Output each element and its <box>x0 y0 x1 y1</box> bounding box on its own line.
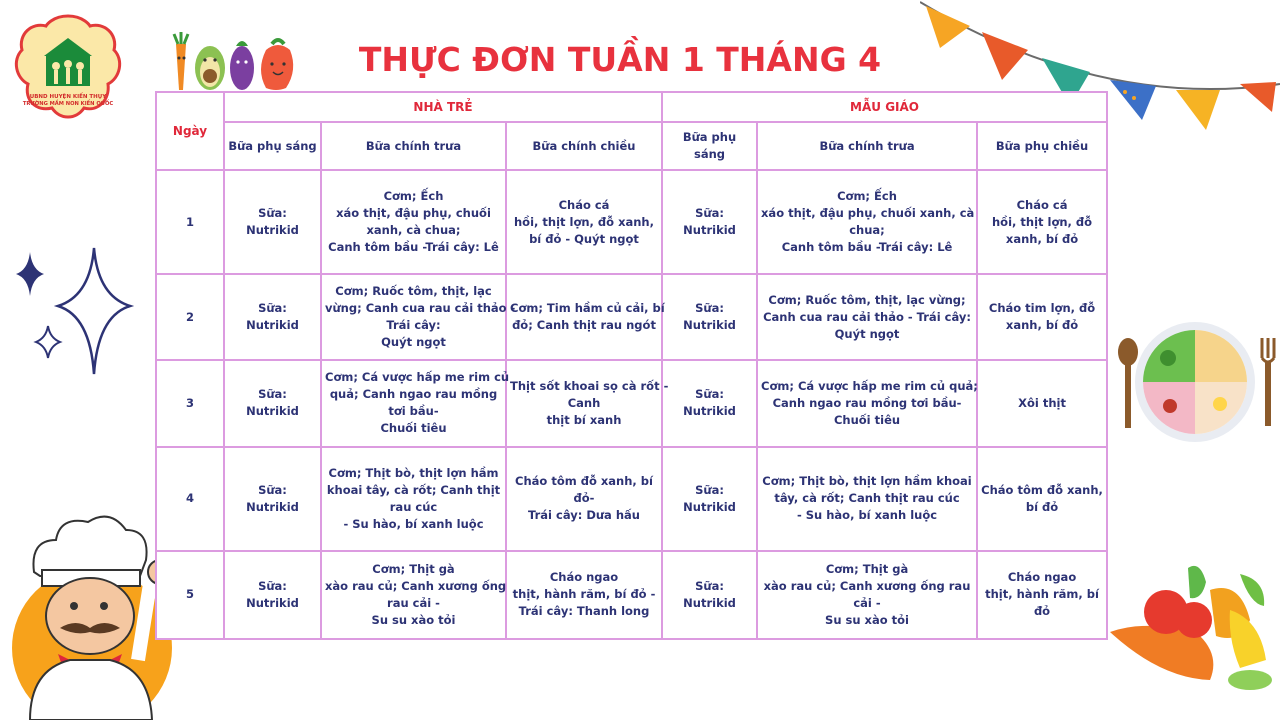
menu-cell-line: Cơm; Thịt gà <box>825 561 909 576</box>
menu-cell-line: chua; <box>849 223 885 238</box>
menu-cell-line: Cơm; Thịt bò, thịt lợn hầm <box>328 465 499 480</box>
menu-cell <box>224 360 321 446</box>
menu-cell-line: hồi, thịt lợn, đỗ <box>991 214 1093 229</box>
column-header: Bữa chính trưa <box>757 122 977 170</box>
menu-cell-line: tơi bầu- <box>388 404 439 419</box>
table-row <box>156 447 1107 551</box>
menu-table <box>155 91 1108 640</box>
menu-cell-line: Cháo tôm đỗ xanh, <box>981 482 1103 497</box>
page-title: THỰC ĐƠN TUẦN 1 THÁNG 4 <box>358 40 882 79</box>
menu-cell-line: Cháo tôm đỗ xanh, bí <box>515 474 653 489</box>
menu-cell-line: Nutrikid <box>246 499 299 514</box>
menu-cell-line: rau cải - <box>387 595 440 610</box>
menu-cell <box>757 360 977 446</box>
menu-cell-line: đỏ- <box>573 491 595 506</box>
menu-cell <box>662 170 757 274</box>
menu-cell <box>321 447 506 551</box>
menu-cell-line: Sữa: <box>695 387 724 402</box>
vegetables-pile-icon <box>1090 560 1280 720</box>
menu-cell-line: Canh tôm bầu -Trái cây: Lê <box>781 240 953 255</box>
table-row <box>156 274 1107 360</box>
logo-line1: UBND HUYỆN KIẾN THỤY <box>29 94 107 100</box>
day-cell: 3 <box>156 360 224 446</box>
menu-cell-line: bí đỏ - Quýt ngọt <box>529 231 639 246</box>
menu-cell-line: Trái cây: Thanh long <box>518 604 650 619</box>
day-cell: 1 <box>156 170 224 274</box>
menu-cell-line: Trái cây: Dưa hấu <box>528 508 640 523</box>
menu-cell <box>977 170 1107 274</box>
menu-cell <box>321 360 510 446</box>
menu-cell-line: Cơm; Tim hầm củ cải, bí <box>510 301 665 316</box>
menu-cell <box>321 274 516 360</box>
table-row <box>156 551 1107 639</box>
menu-cell-line: Sữa: <box>258 206 287 221</box>
column-header: Bữa chính trưa <box>321 122 506 170</box>
logo-line2: TRƯỜNG MẦM NON KIẾN QUỐC <box>22 101 114 107</box>
menu-cell-line: Cơm; Cá vược hấp me rim củ <box>325 370 510 385</box>
menu-cell-line: Canh cua rau cải thảo - Trái cây: <box>763 309 971 324</box>
column-header: Bữa phụ sáng <box>224 122 321 170</box>
table-row <box>156 360 1107 446</box>
menu-cell <box>321 551 506 639</box>
menu-cell-line: Cơm; Ếch <box>383 189 444 204</box>
menu-cell-line: tây, cà rốt; Canh thịt rau cúc <box>774 491 960 506</box>
menu-cell-line: cải - <box>853 595 881 610</box>
menu-cell-line: Cháo ngao <box>549 570 619 585</box>
menu-cell <box>224 447 321 551</box>
menu-cell-line: Cơm; Thịt gà <box>372 561 455 576</box>
table-row <box>156 170 1107 274</box>
column-header: Bữa chính chiều <box>506 122 662 170</box>
menu-cell-line: Nutrikid <box>683 499 736 514</box>
menu-cell <box>977 551 1107 639</box>
menu-cell <box>662 447 757 551</box>
menu-cell-line: khoai tây, cà rốt; Canh thịt <box>326 482 501 497</box>
menu-cell-line: Nutrikid <box>683 318 736 333</box>
food-plate-icon <box>1110 318 1280 448</box>
menu-cell <box>506 274 665 360</box>
column-header: Bữa phụ chiều <box>977 122 1107 170</box>
menu-cell-line: Sữa: <box>258 387 287 402</box>
menu-cell-line: Nutrikid <box>246 223 299 238</box>
menu-cell-line: Nutrikid <box>683 404 736 419</box>
day-column-header: Ngày <box>156 92 224 170</box>
menu-cell <box>662 360 757 446</box>
menu-cell <box>506 551 662 639</box>
menu-cell-line: Sữa: <box>695 301 724 316</box>
menu-cell <box>224 170 321 274</box>
menu-cell-line: Sữa: <box>695 206 724 221</box>
menu-cell <box>224 551 321 639</box>
menu-cell-line: Cháo ngao <box>1007 570 1077 585</box>
menu-cell-line: Cháo cá <box>558 197 610 212</box>
menu-cell-line: Canh tôm bầu -Trái cây: Lê <box>328 240 499 255</box>
menu-cell-line: Nutrikid <box>683 223 736 238</box>
menu-cell-line: Trái cây: <box>386 318 441 333</box>
menu-cell-line: Nutrikid <box>683 595 736 610</box>
menu-cell-line: xáo thịt, đậu phụ, chuối <box>336 206 491 221</box>
menu-cell-line: Sữa: <box>258 301 287 316</box>
menu-cell-line: Su su xào tỏi <box>825 612 909 627</box>
menu-cell-line: Nutrikid <box>246 404 299 419</box>
menu-cell-line: Thịt sốt khoai sọ cà rốt - <box>510 378 669 393</box>
menu-cell <box>977 360 1107 446</box>
menu-cell <box>757 447 977 551</box>
menu-cell-line: Cháo cá <box>1016 197 1068 212</box>
menu-cell <box>757 274 977 360</box>
school-logo <box>14 12 122 124</box>
menu-cell-line: Cơm; Ếch <box>837 189 897 204</box>
menu-cell-line: - Su hào, bí xanh luộc <box>796 508 938 523</box>
menu-cell <box>757 170 977 274</box>
menu-cell-line: Quýt ngọt <box>381 335 446 350</box>
menu-cell-line: vừng; Canh cua rau cải thảo - <box>325 301 516 316</box>
menu-cell-line: Chuối tiêu <box>833 412 901 427</box>
menu-cell <box>506 170 662 274</box>
menu-cell-line: Xôi thịt <box>1018 395 1066 410</box>
menu-cell-line: Chuối tiêu <box>380 421 447 436</box>
menu-cell-line: rau cúc <box>389 499 438 514</box>
menu-cell <box>224 274 321 360</box>
menu-cell-line: Cơm; Thịt bò, thịt lợn hầm khoai <box>762 474 972 489</box>
menu-cell-line: thịt, hành răm, bí đỏ - <box>512 587 656 602</box>
menu-cell <box>662 551 757 639</box>
menu-cell-line: đỏ <box>1033 604 1051 619</box>
group-header-nha-tre: NHÀ TRẺ <box>224 92 662 122</box>
day-cell: 5 <box>156 551 224 639</box>
day-cell: 4 <box>156 447 224 551</box>
menu-cell-line: xanh, bí đỏ <box>1005 318 1079 333</box>
group-header-mau-giao: MẪU GIÁO <box>662 92 1107 122</box>
menu-cell-line: thịt, hành răm, bí <box>985 587 1099 602</box>
menu-cell <box>506 447 662 551</box>
menu-cell-line: Sữa: <box>258 482 287 497</box>
menu-cell-line: Cơm; Ruốc tôm, thịt, lạc vừng; <box>768 292 966 307</box>
menu-cell-line: Nutrikid <box>246 595 299 610</box>
menu-cell-line: xào rau củ; Canh xương ống <box>325 578 507 593</box>
menu-cell-line: thịt bí xanh <box>546 412 622 427</box>
menu-cell-line: Cơm; Ruốc tôm, thịt, lạc <box>335 284 492 299</box>
menu-cell-line: Canh ngao rau mồng tơi bầu- <box>772 395 962 410</box>
menu-cell-line: Cháo tim lợn, đỗ <box>988 301 1096 316</box>
menu-cell-line: Su su xào tỏi <box>371 612 456 627</box>
menu-cell-line: xào rau củ; Canh xương ống rau <box>763 578 971 593</box>
menu-cell-line: Sữa: <box>258 578 287 593</box>
vegetable-characters-icon <box>166 30 302 94</box>
menu-cell-line: xáo thịt, đậu phụ, chuối xanh, cà <box>761 206 975 221</box>
menu-cell <box>662 274 757 360</box>
menu-cell-line: Sữa: <box>695 578 724 593</box>
menu-cell-line: Quýt ngọt <box>834 326 900 341</box>
menu-cell <box>506 360 669 446</box>
menu-cell <box>977 447 1107 551</box>
menu-cell-line: xanh, bí đỏ <box>1005 231 1079 246</box>
sparkles-icon <box>8 240 138 390</box>
menu-cell <box>757 551 977 639</box>
column-header: Bữa phụ sáng <box>662 122 757 170</box>
menu-cell-line: bí đỏ <box>1025 499 1059 514</box>
menu-cell-line: Sữa: <box>695 482 724 497</box>
menu-cell-line: Canh <box>567 395 601 410</box>
menu-cell <box>977 274 1107 360</box>
menu-cell-line: Nutrikid <box>246 318 299 333</box>
day-cell: 2 <box>156 274 224 360</box>
menu-cell <box>321 170 506 274</box>
menu-cell-line: Cơm; Cá vược hấp me rim củ quả; <box>761 378 978 393</box>
menu-cell-line: đỏ; Canh thịt rau ngót <box>512 318 656 333</box>
menu-cell-line: hồi, thịt lợn, đỗ xanh, <box>514 214 654 229</box>
menu-cell-line: xanh, cà chua; <box>366 223 461 238</box>
menu-cell-line: quả; Canh ngao rau mồng <box>329 387 498 402</box>
menu-cell-line: - Su hào, bí xanh luộc <box>343 516 484 531</box>
